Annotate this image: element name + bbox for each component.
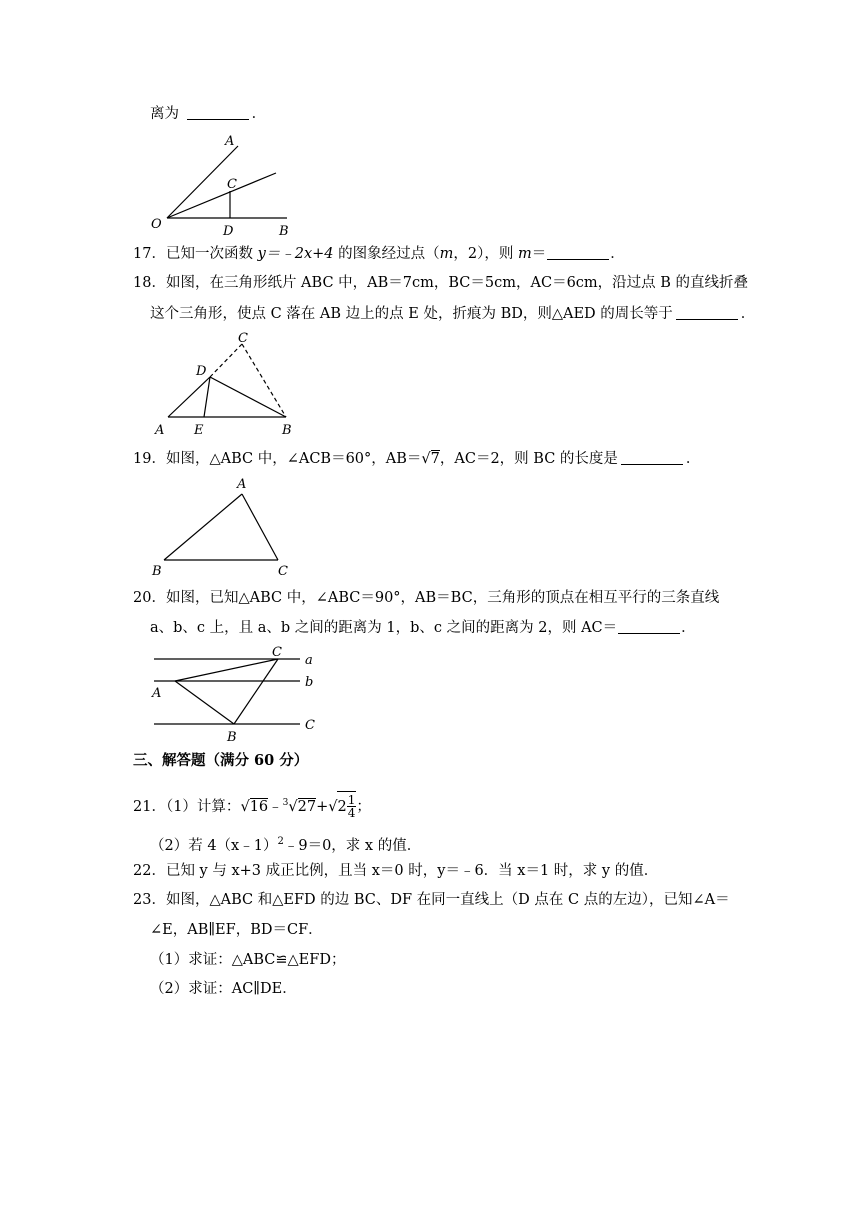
label-d: D (196, 364, 207, 379)
label-d: D (223, 224, 234, 239)
question-20-line1: 20．如图，已知△ABC 中，∠ABC＝90°，AB＝BC，三角形的顶点在相互平行的三条直线 (133, 590, 720, 606)
label-c: C (238, 331, 248, 346)
q19-figure (148, 474, 298, 584)
q19-number: 19． (133, 451, 166, 467)
question-23-part1: （1）求证：△ABC≌△EFD； (150, 952, 346, 968)
segment-db (210, 377, 286, 417)
label-b: B (282, 423, 292, 438)
segment-ac (242, 494, 278, 560)
label-c: C (227, 177, 237, 192)
q20-number: 20． (133, 590, 166, 606)
q19-answer-blank[interactable] (621, 450, 683, 465)
sqrt-16: √16 (240, 798, 269, 815)
question-18-line2: 这个三角形，使点 C 落在 AB 边上的点 E 处，折痕为 BD，则△AED 的周长等于 ． (150, 306, 756, 322)
q18-answer-blank[interactable] (676, 305, 738, 320)
label-a: A (237, 477, 247, 492)
segment-bc (234, 659, 278, 724)
ray-oc (167, 173, 276, 218)
q22-number: 22． (133, 863, 166, 879)
question-23-line2: ∠E，AB∥EF，BD＝CF． (150, 922, 323, 938)
segment-ad (168, 377, 210, 417)
question-17: 17．已知一次函数 y＝﹣2x+4 的图象经过点（m，2），则 m＝ ． (133, 246, 625, 262)
q20-answer-blank[interactable] (618, 619, 680, 634)
question-20-line2: a、b、c 上，且 a、b 之间的距离为 1，b、c 之间的距离为 2，则 AC＝ ． (150, 620, 696, 636)
q16-figure (145, 132, 305, 244)
label-a: A (225, 134, 235, 149)
q20-figure (148, 644, 328, 748)
label-b: B (152, 564, 162, 579)
label-a: A (155, 423, 165, 438)
label-c: C (278, 564, 288, 579)
q21-number: 21． (133, 798, 166, 815)
segment-ac (175, 659, 278, 681)
label-line-b: b (305, 675, 314, 690)
question-22: 22．已知 y 与 x+3 成正比例，且当 x＝0 时，y＝﹣6．当 x＝1 时，求 y 的值． (133, 863, 659, 879)
q16-answer-blank[interactable] (187, 105, 249, 120)
label-o: O (151, 217, 162, 232)
question-18-line1: 18．如图，在三角形纸片 ABC 中，AB＝7cm，BC＝5cm，AC＝6cm，沿过点 B 的直线折叠 (133, 275, 749, 291)
label-e: E (194, 423, 204, 438)
label-vertex-a: A (152, 686, 162, 701)
label-vertex-b: B (227, 730, 237, 744)
q16-tail-line: 离为 ． (150, 106, 267, 122)
section-3-title: 三、解答题（满分 60 分） (133, 752, 309, 769)
question-21-part2: （2）若 4（x﹣1）$^2$﹣9＝0，求 x 的值． (150, 836, 422, 854)
q16-tail-text: 离为 (150, 106, 179, 122)
question-19: 19．如图，△ABC 中，∠ACB＝60°，AB＝√7，AC＝2，则 BC 的长度是 ． (133, 451, 701, 467)
q18-number: 18． (133, 275, 166, 291)
q17-answer-blank[interactable] (547, 245, 609, 260)
question-23-line1: 23．如图，△ABC 和△EFD 的边 BC、DF 在同一直线上（D 点在 C 点的左边），已知∠A＝ (133, 892, 730, 908)
question-21-part1: 21．（1）计算：√16﹣$^3$√27+√ 2 $\frac{1}{4}$ ； (133, 788, 371, 822)
q23-number: 23． (133, 892, 166, 908)
q17-number: 17． (133, 246, 166, 262)
dashed-dc (210, 344, 242, 377)
segment-de (204, 377, 210, 417)
q18-figure (150, 330, 300, 444)
segment-ab (175, 681, 234, 724)
label-vertex-c: C (272, 645, 282, 660)
sqrt-mixed-fraction: √ 2 $\frac{1}{4}$ (328, 791, 356, 822)
label-line-a: a (305, 653, 313, 668)
question-23-part2: （2）求证：AC∥DE． (150, 981, 297, 997)
sqrt-7: √7 (421, 451, 440, 467)
segment-ba (164, 494, 242, 560)
cbrt-27: $^3$√27 (282, 798, 317, 815)
fraction-one-quarter: $\frac{1}{4}$ (347, 793, 356, 821)
label-line-c: C (305, 718, 315, 733)
label-b: B (279, 224, 289, 239)
